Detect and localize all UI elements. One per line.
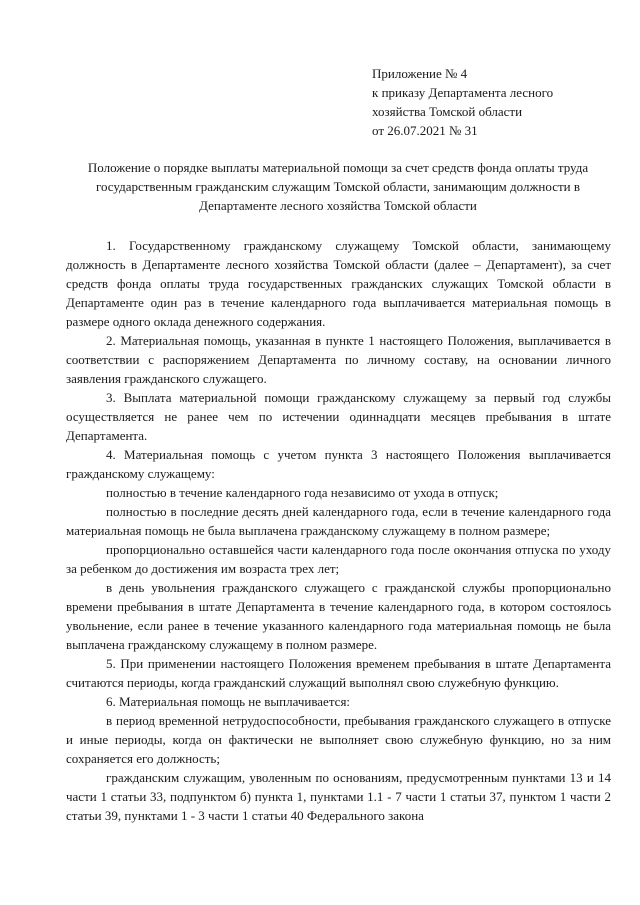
paragraph-5: 5. При применении настоящего Положения временем пребывания в штате Департамента считаются периоды, когда гражданский служащий выполнял свою служебную функцию. (66, 656, 611, 690)
paragraph-4-item-2: полностью в последние десять дней календарного года, если в течение календарного года материальная помощь не была выплачена гражданскому служащему в полном размере; (66, 504, 611, 538)
paragraph-4-item-3: пропорционально оставшейся части календарного года после окончания отпуска по уходу за ребенком до достижения им возраста трех лет; (66, 542, 611, 576)
appendix-department: хозяйства Томской области (372, 104, 523, 119)
paragraph-6-item-1: в период временной нетрудоспособности, пребывания гражданского служащего в отпуске и иные периоды, когда он фактически не выполняет свою служебную функцию, но за ним сохраняется его должность; (66, 713, 611, 766)
paragraph-2: 2. Материальная помощь, указанная в пункте 1 настоящего Положения, выплачивается в соответствии с распоряжением Департамента по личному составу, на основании личного заявления гражданского служащего. (66, 333, 611, 386)
paragraph-6: 6. Материальная помощь не выплачивается: (106, 694, 351, 709)
paragraph-1: 1. Государственному гражданскому служащему Томской области, занимающему должность в Департаменте лесного хозяйства Томской области (далее – Департамент), за счет средств фонда оплаты труда государственных гражданских служащих Томской области в Департаменте один раз в течение календарного года выплачивается материальная помощь в размере одного оклада денежного содержания. (66, 238, 611, 329)
document-body (66, 236, 611, 825)
paragraph-4-item-1: полностью в течение календарного года независимо от ухода в отпуск; (106, 485, 499, 500)
paragraph-6-item-2: гражданским служащим, уволенным по основаниям, предусмотренным пунктами 13 и 14 части 1 статьи 33, подпунктом б) пункта 1, пунктами 1.1 - 7 части 1 статьи 37, пунктом 1 части 2 статьи 39, пунктами 1 - 3 части 1 статьи 40 Федерального закона (66, 770, 611, 823)
paragraph-4-item-4: в день увольнения гражданского служащего с гражданской службы пропорционально времени пребывания в штате Департамента в течение календарного года, в котором состоялось увольнение, если ранее в течение указанного календарного года материальная помощь не была выплачена гражданскому служащему в полном размере. (66, 580, 611, 652)
appendix-date: от 26.07.2021 № 31 (372, 123, 478, 138)
appendix-number: Приложение № 4 (372, 66, 468, 81)
appendix-order-ref: к приказу Департамента лесного (372, 85, 554, 100)
paragraph-4: 4. Материальная помощь с учетом пункта 3 настоящего Положения выплачивается гражданскому служащему: (66, 447, 611, 481)
appendix-block (372, 64, 622, 140)
document-title: Положение о порядке выплаты материальной помощи за счет средств фонда оплаты труда государственным гражданским служащим Томской области, занимающим должности в Департаменте лесного хозяйства Томской области (87, 160, 589, 213)
paragraph-3: 3. Выплата материальной помощи гражданскому служащему за первый год службы осуществляется не ранее чем по истечении одиннадцати месяцев пребывания в штате Департамента. (66, 390, 611, 443)
